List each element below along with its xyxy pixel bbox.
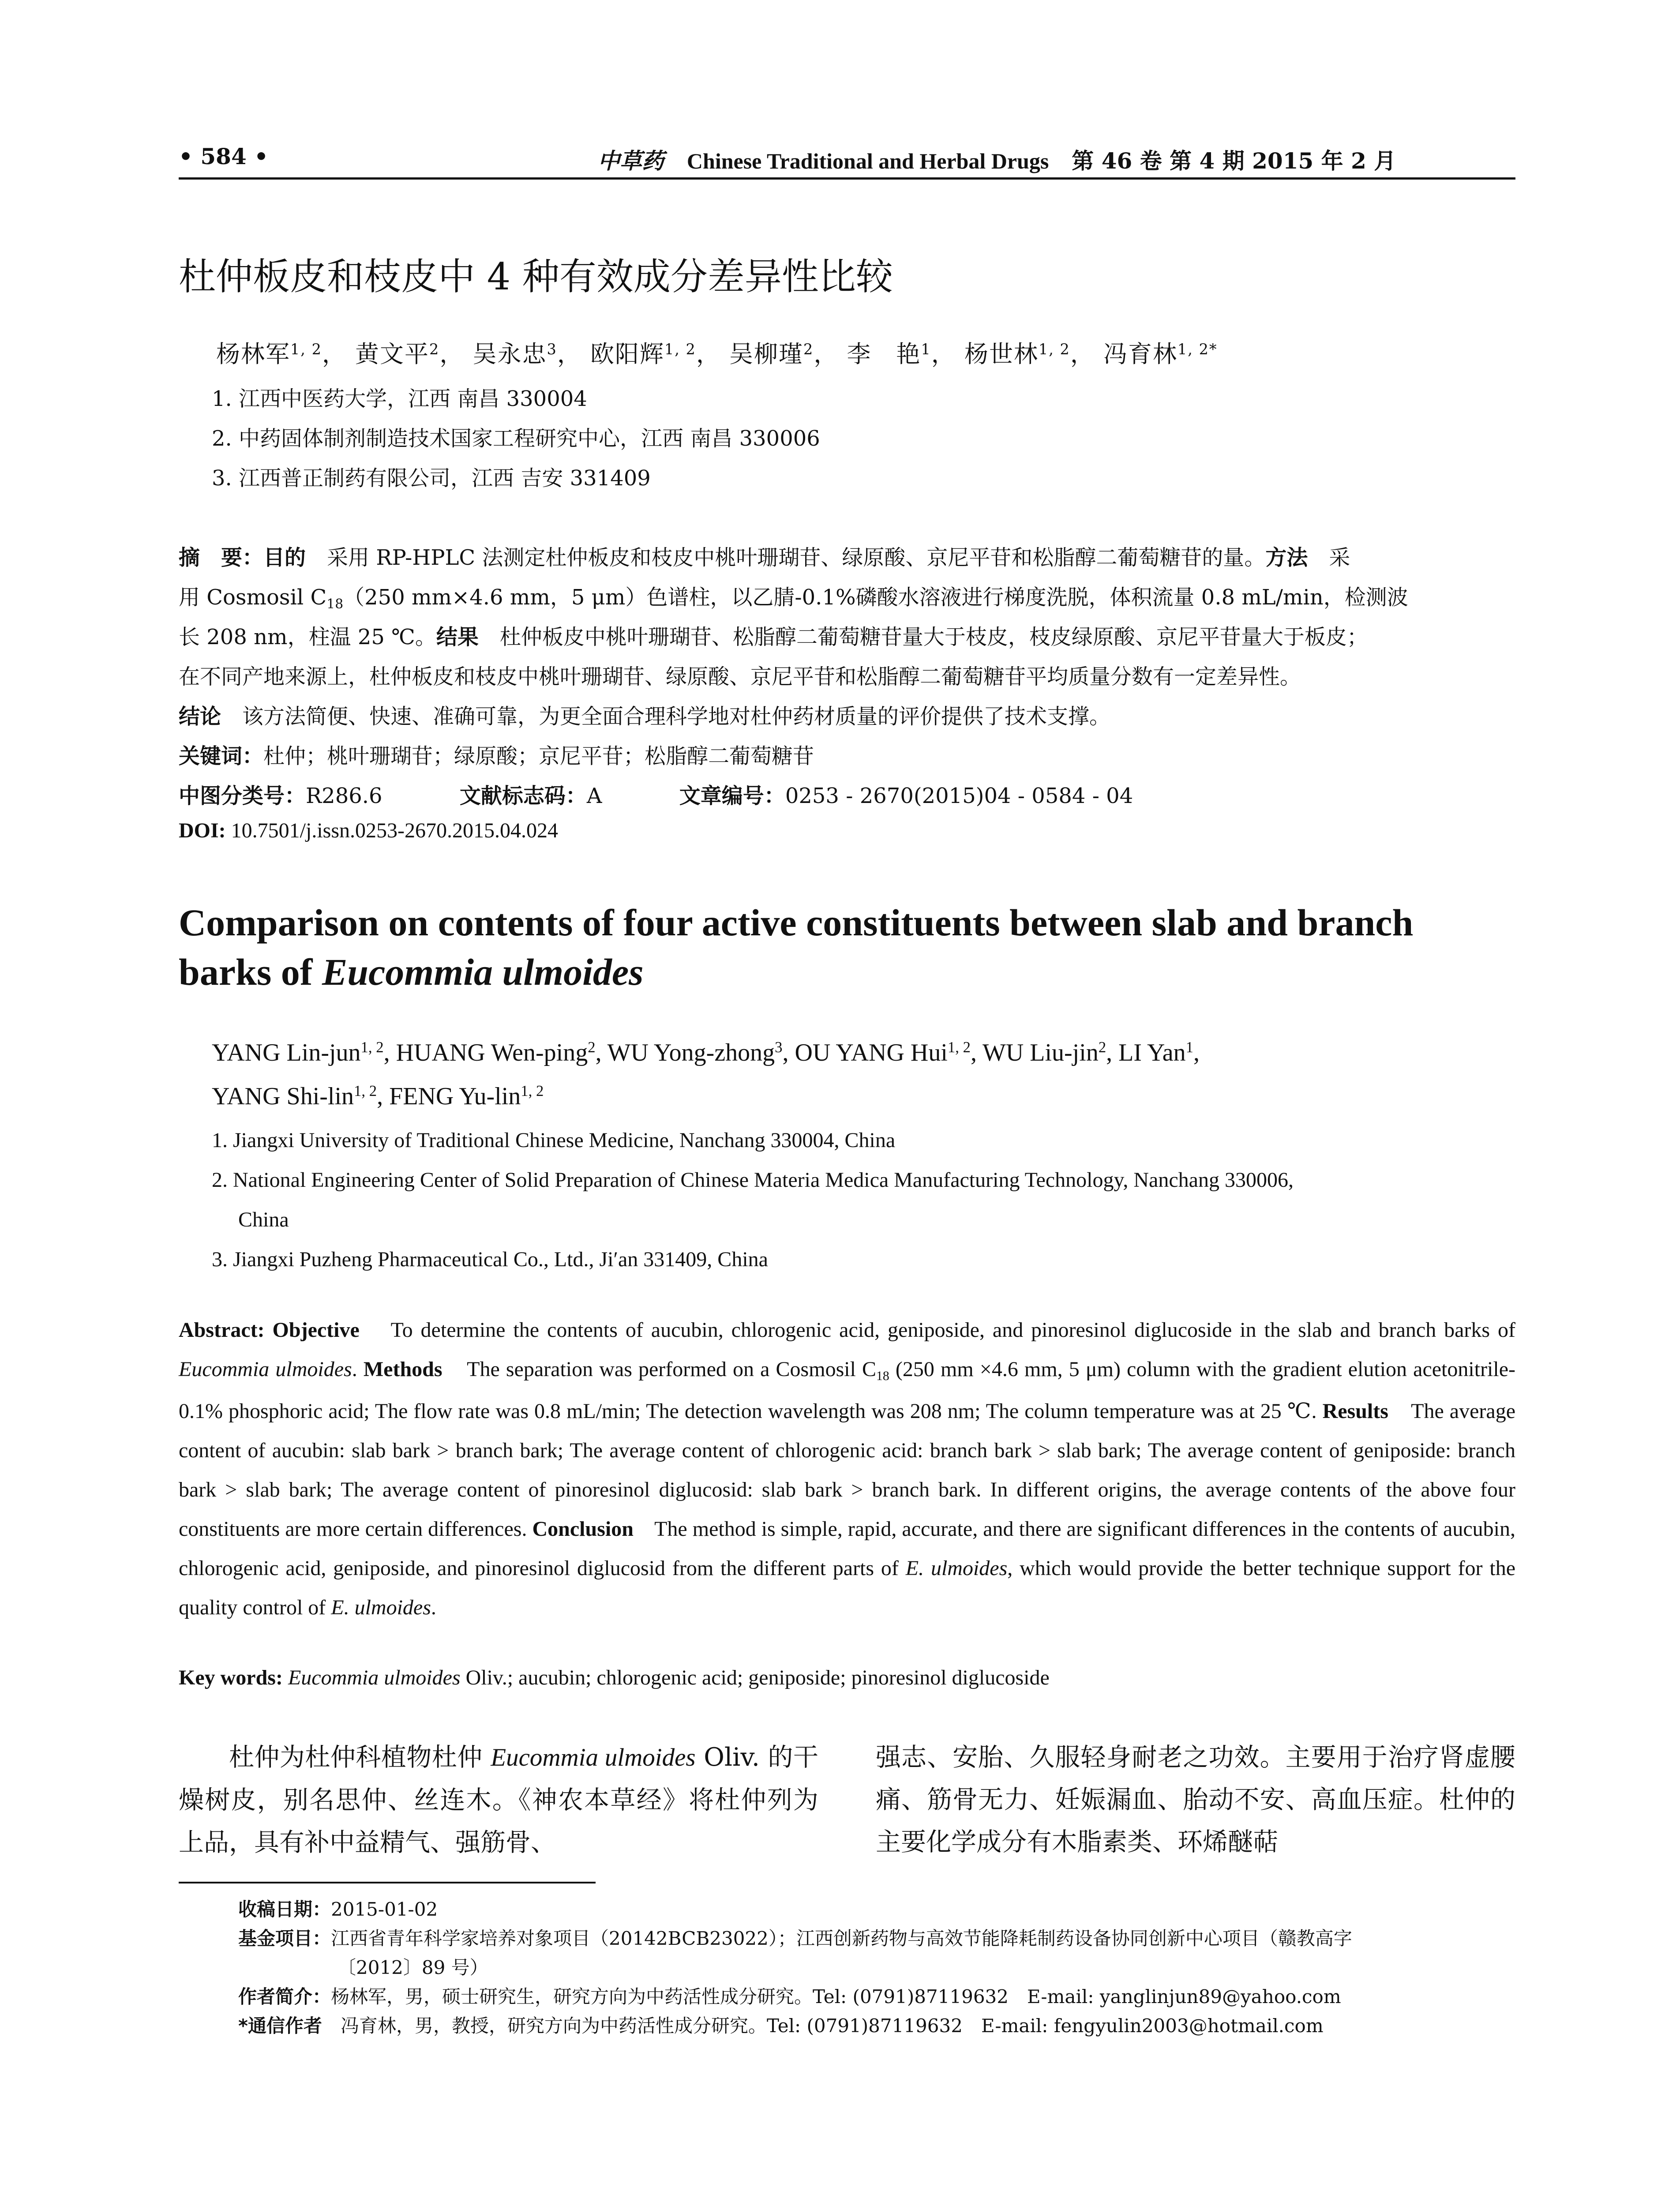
results-text: 杜仲板皮中桃叶珊瑚苷、松脂醇二葡萄糖苷量大于枝皮，枝皮绿原酸、京尼平苷量大于板皮； <box>499 625 1368 649</box>
keywords-text: Oliv.; aucubin; chlorogenic acid; geniposide; pinoresinol diglucoside <box>460 1666 1050 1689</box>
author-name: WU Yong-zhong <box>607 1039 775 1066</box>
running-header <box>179 143 1515 179</box>
doi-label: DOI: <box>179 819 226 842</box>
methods-text: The separation was performed on a Cosmosil C <box>467 1358 877 1381</box>
objective-text: To determine the contents of aucubin, chlorogenic acid, geniposide, and pinoresinol diglucoside in the slab and branch barks of <box>390 1318 1516 1342</box>
keywords-species: Eucommia ulmoides <box>288 1666 461 1689</box>
doi-line <box>179 818 1515 843</box>
footnote-author <box>238 1982 1515 2011</box>
title-english-main: Comparison on contents of four active constituents between slab and branch barks of <box>179 901 1414 993</box>
methods-text: 采 <box>1329 545 1350 570</box>
author-name: FENG Yu-lin <box>389 1083 521 1110</box>
results-label: 结果 <box>436 625 479 649</box>
author-affiliation: 2 <box>588 1038 596 1056</box>
page-number: • 584 • <box>179 143 269 169</box>
article-number-label: 文章编号： <box>679 784 785 808</box>
abstract-english <box>179 1310 1515 1627</box>
authors-english: YANG Lin-jun$^{1, 2}$, HUANG Wen-ping$^2$, WU Yong-zhong$^3$, OU YANG Hui$^{1, 2}$, WU Liu-jin$^2$, LI Yan$^1$, YANG Shi-lin$^{1, 2}$, FENG Yu-lin$^{1, 2}$ <box>212 1038 1200 1110</box>
affiliation-chinese-3: 3. 江西普正制药有限公司，江西 吉安 331409 <box>212 466 651 491</box>
objective-text: 采用 RP-HPLC 法测定杜仲板皮和枝皮中桃叶珊瑚苷、绿原酸、京尼平苷和松脂醇二葡萄糖苷的量。 <box>327 545 1266 570</box>
author-affiliation: 1, 2 <box>947 1038 971 1056</box>
fund-label: 基金项目： <box>238 1928 331 1949</box>
conclusion-text: 该方法简便、快速、准确可靠，为更全面合理科学地对杜仲药材质量的评价提供了技术支撑。 <box>242 704 1111 729</box>
author-affiliation: 1, 2 <box>354 1082 377 1099</box>
body-text: Oliv. 的干燥树皮，别名思仲、丝连木。《神农本草经》将杜仲列为上品，具有补中益精气、强筋骨、 <box>179 1743 818 1857</box>
body-species-name: Eucommia ulmoides <box>491 1744 696 1771</box>
abstract-chinese-line-1 <box>179 540 1515 571</box>
methods-text: (250 mm ×4.6 mm, 5 μm) column with the gradient elution acetonitrile-0.1% phosphoric acid; The flow rate was 0.8 mL/min; The detection wavelength was 208 nm; The column temperature was at 25 ℃. <box>179 1358 1516 1423</box>
author-affiliation: 1, 2* <box>1178 340 1218 358</box>
doi-value[interactable]: 10.7501/j.issn.0253-2670.2015.04.024 <box>231 819 559 842</box>
authors-chinese: 杨林军$^{1, 2}$， 黄文平$^2$， 吴永忠$^3$， 欧阳辉$^{1, 2}$， 吴柳瑾$^2$， 李 艳$^1$， 杨世林$^{1, 2}$， 冯育林$^{1, 2*}$ <box>216 340 1218 368</box>
title-english-species: Eucommia ulmoides <box>322 951 644 993</box>
abstract-chinese-line-4: 在不同产地来源上，杜仲板皮和枝皮中桃叶珊瑚苷、绿原酸、京尼平苷和松脂醇二葡萄糖苷平均质量分数有一定差异性。 <box>179 664 1301 689</box>
author-affiliation: 3 <box>547 340 557 358</box>
author-affiliation: 1 <box>1185 1038 1193 1056</box>
author-affiliation: 1, 2 <box>1038 340 1070 358</box>
methods-subscript: 18 <box>326 596 344 612</box>
keywords-text: 杜仲；桃叶珊瑚苷；绿原酸；京尼平苷；松脂醇二葡萄糖苷 <box>263 744 814 769</box>
abstract-label: 摘 要： <box>179 545 264 570</box>
author-name: YANG Lin-jun <box>212 1039 361 1066</box>
author-name: HUANG Wen-ping <box>396 1039 588 1066</box>
author-affiliation: 1, 2 <box>360 1038 384 1056</box>
footnote-corresponding <box>238 2011 1515 2041</box>
abstract-chinese-line-2 <box>179 580 1515 611</box>
author-affiliation: 1, 2 <box>521 1082 544 1099</box>
author-affiliation: 1, 2 <box>664 340 696 358</box>
article-number-value: 0253 - 2670(2015)04 - 0584 - 04 <box>785 784 1133 808</box>
results-label: Results <box>1322 1399 1388 1423</box>
conclusion-text: , which would provide the better technique support for the quality control of <box>179 1557 1515 1619</box>
abstract-chinese-line-5 <box>179 699 1515 730</box>
author-name: 吴永忠 <box>472 340 547 368</box>
conclusion-label: Conclusion <box>532 1517 634 1541</box>
journal-issue: 第 46 卷 第 4 期 2015 年 2 月 <box>1072 148 1396 174</box>
author-name: OU YANG Hui <box>795 1039 948 1066</box>
received-date: 2015-01-02 <box>331 1898 438 1920</box>
classification-line <box>179 779 1515 809</box>
author-affiliation: 2 <box>803 340 814 358</box>
affiliation-english-2-cont: China <box>238 1208 289 1231</box>
fund-text: 江西省青年科学家培养对象项目（20142BCB23022）；江西创新药物与高效节能降耗制药设备协同创新中心项目（赣教高字 <box>331 1928 1352 1949</box>
corresponding-text: 冯育林，男，教授，研究方向为中药活性成分研究。Tel: (0791)87119632 E-mail: fengyulin2003@hotmail.com <box>322 2015 1324 2037</box>
species-abbrev: E. ulmoides <box>905 1557 1008 1580</box>
conclusion-text: The method is simple, rapid, accurate, and there are significant differences in the contents of aucubin, chlorogenic acid, geniposide, and pinoresinol diglucosid from the different parts of <box>179 1517 1515 1580</box>
objective-text-end: . <box>352 1358 357 1381</box>
journal-logo: 中草药 <box>598 148 664 174</box>
author-affiliation: 1 <box>921 340 931 358</box>
methods-label: Methods <box>363 1358 442 1381</box>
methods-subscript: 18 <box>876 1368 889 1383</box>
abstract-chinese-line-3 <box>179 620 1515 650</box>
author-name: 杨世林 <box>964 340 1039 368</box>
keywords-english <box>179 1666 1515 1690</box>
author-name: 黄文平 <box>355 340 430 368</box>
doc-code-label: 文献标志码： <box>459 784 587 808</box>
received-label: 收稿日期： <box>238 1898 331 1920</box>
affiliation-english-1: 1. Jiangxi University of Traditional Chinese Medicine, Nanchang 330004, China <box>212 1129 896 1152</box>
results-text: The average content of aucubin: slab bark > branch bark; The average content of chlorogenic acid: branch bark > slab bark; The average content of geniposide: branch bark > slab bark; The average content of pinoresinol diglucosid: slab bark > branch bark. In different origins, the average contents of the above four constituents are more certain differences. <box>179 1399 1516 1541</box>
conclusion-text-end: . <box>431 1596 436 1619</box>
author-name: LI Yan <box>1118 1039 1186 1066</box>
affiliation-english-3: 3. Jiangxi Puzheng Pharmaceutical Co., Ltd., Ji′an 331409, China <box>212 1248 768 1271</box>
corresponding-label: *通信作者 <box>238 2015 322 2037</box>
abstract-label: Abstract: <box>179 1318 265 1342</box>
author-affiliation: 1, 2 <box>290 340 322 358</box>
methods-text: 长 208 nm，柱温 25 ℃。 <box>179 625 436 649</box>
objective-label: Objective <box>272 1318 360 1342</box>
footnote-fund-cont: 〔2012〕89 号） <box>338 1957 488 1978</box>
keywords-chinese <box>179 739 1515 769</box>
author-affiliation: 3 <box>775 1038 783 1056</box>
affiliation-english-2: 2. National Engineering Center of Solid Preparation of Chinese Materia Medica Manufacturing Technology, Nanchang 330006, <box>212 1168 1294 1192</box>
species-name: Eucommia ulmoides <box>179 1358 352 1381</box>
doc-code-value: A <box>586 784 602 808</box>
body-column-right: 强志、安胎、久服轻身耐老之功效。主要用于治疗肾虚腰痛、筋骨无力、妊娠漏血、胎动不安、高血压症。杜仲的主要化学成分有木脂素类、环烯醚萜 <box>876 1743 1515 1857</box>
affiliation-chinese-2: 2. 中药固体制剂制造技术国家工程研究中心，江西 南昌 330006 <box>212 426 820 451</box>
author-name: 杨林军 <box>216 340 290 368</box>
affiliation-chinese-1: 1. 江西中医药大学，江西 南昌 330004 <box>212 386 587 411</box>
clc-label: 中图分类号： <box>179 784 306 808</box>
conclusion-label: 结论 <box>179 704 221 729</box>
methods-text: （250 mm×4.6 mm，5 μm）色谱柱，以乙腈-0.1%磷酸水溶液进行梯度洗脱，体积流量 0.8 mL/min，检测波 <box>343 585 1408 610</box>
title-english <box>179 898 1515 997</box>
footnote-rule <box>179 1882 596 1883</box>
journal-line <box>598 143 1396 175</box>
body-text: 杜仲为杜仲科植物杜仲 <box>229 1743 491 1772</box>
author-bio-label: 作者简介： <box>238 1986 331 2007</box>
author-name: 李 艳 <box>847 340 921 368</box>
author-affiliation: 2 <box>1098 1038 1106 1056</box>
author-name: 冯育林 <box>1103 340 1178 368</box>
author-affiliation: 2 <box>429 340 440 358</box>
author-name: YANG Shi-lin <box>212 1083 354 1110</box>
footnote-fund <box>238 1924 1515 1953</box>
body-column-left <box>179 1736 818 1864</box>
footnote-received <box>238 1895 1515 1924</box>
author-bio-text: 杨林军，男，硕士研究生，研究方向为中药活性成分研究。Tel: (0791)87119632 E-mail: yanglinjun89@yahoo.com <box>331 1986 1341 2007</box>
journal-name: Chinese Traditional and Herbal Drugs <box>686 149 1049 173</box>
methods-text: 用 Cosmosil C <box>179 585 327 610</box>
methods-label: 方法 <box>1265 545 1308 570</box>
author-name: 欧阳辉 <box>590 340 664 368</box>
header-rule <box>179 177 1515 180</box>
title-chinese: 杜仲板皮和枝皮中 4 种有效成分差异性比较 <box>179 255 893 298</box>
author-name: 吴柳瑾 <box>729 340 804 368</box>
keywords-label: 关键词： <box>179 744 264 769</box>
clc-value: R286.6 <box>306 784 382 808</box>
keywords-label: Key words: <box>179 1666 283 1689</box>
author-name: WU Liu-jin <box>982 1039 1099 1066</box>
objective-label: 目的 <box>263 545 306 570</box>
species-abbrev: E. ulmoides <box>331 1596 431 1619</box>
